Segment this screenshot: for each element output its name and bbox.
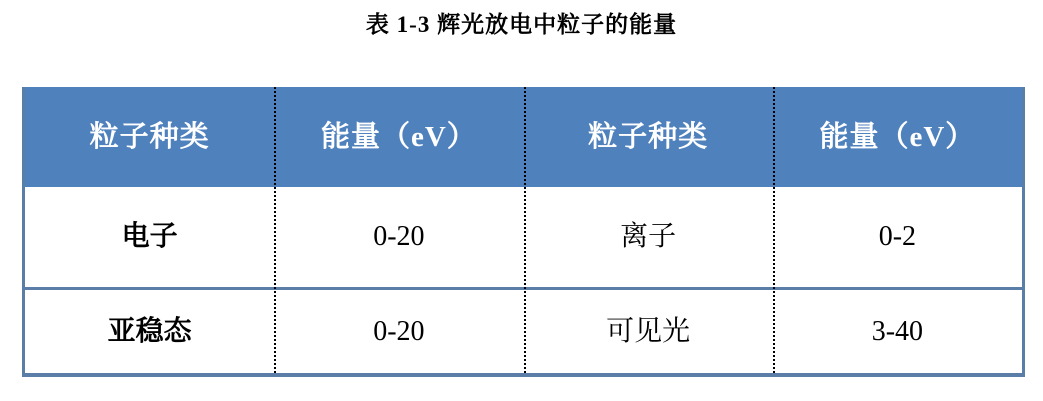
cell-electron-energy: 0-20: [373, 221, 425, 252]
column-divider: [773, 87, 775, 373]
column-divider: [524, 87, 526, 373]
cell-ion: 离子: [620, 221, 677, 252]
cell-visible-light: 可见光: [606, 315, 691, 347]
header-cell-particle-type-2: 粒子种类: [588, 120, 709, 153]
cell-visible-light-energy: 3-40: [871, 315, 924, 347]
header-cell-energy-1: 能量（eV）: [320, 120, 477, 153]
cell-metastable-energy: 0-20: [373, 315, 425, 347]
header-cell-energy-2: 能量（eV）: [819, 120, 976, 153]
column-divider: [274, 87, 276, 373]
particle-energy-table: [22, 87, 1025, 377]
cell-electron: 电子: [121, 221, 178, 252]
cell-metastable: 亚稳态: [107, 315, 192, 347]
cell-ion-energy: 0-2: [878, 221, 917, 252]
table-caption: 表 1-3 辉光放电中粒子的能量: [365, 12, 678, 37]
header-cell-particle-type-1: 粒子种类: [89, 120, 210, 153]
